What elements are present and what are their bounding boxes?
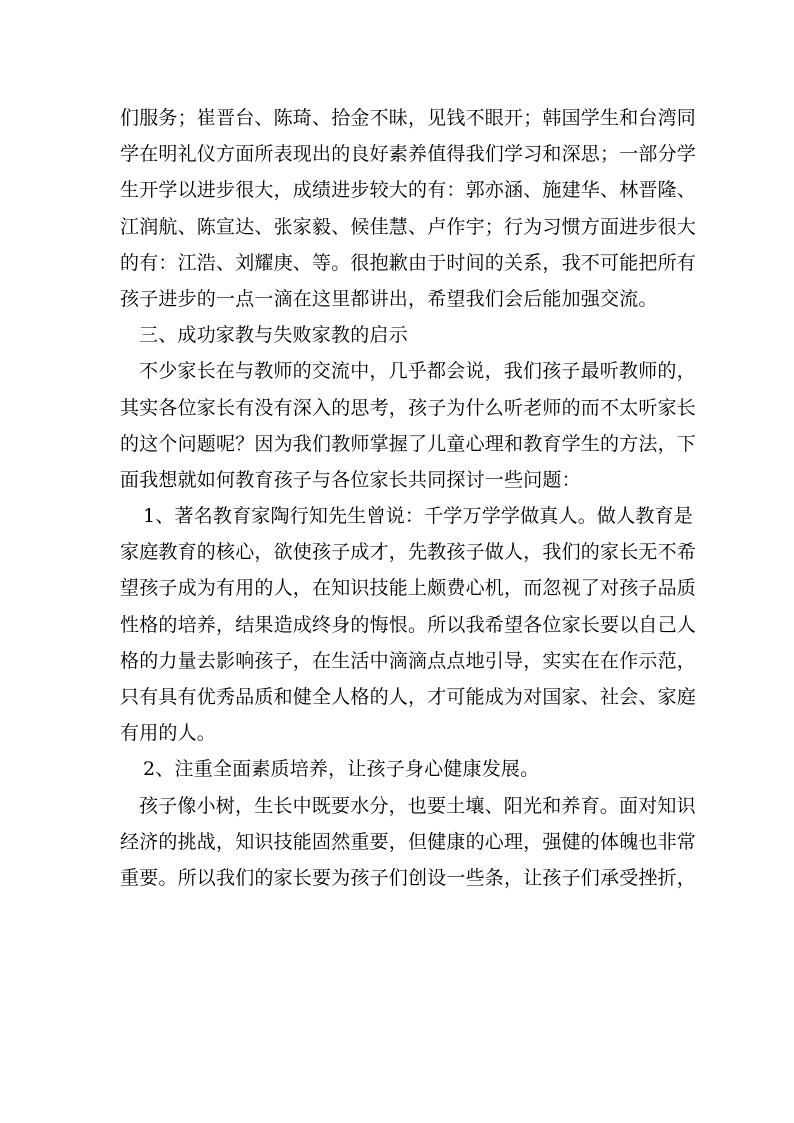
- text-line: 家庭教育的核心，欲使孩子成才，先教孩子做人，我们的家长无不希: [120, 541, 697, 564]
- numbered-point-heading: 1、著名教育家陶行知先生曾说：千学万学学做真人。做人教育是: [143, 505, 693, 528]
- text-line: 经济的挑战，知识技能固然重要，但健康的心理，强健的体魄也非常: [120, 830, 697, 853]
- text-line: 生开学以进步很大，成绩进步较大的有：郭亦涵、施建华、林晋隆、: [120, 179, 697, 202]
- text-line: 其实各位家长有没有深入的思考，孩子为什么听老师的而不太听家长: [120, 396, 697, 419]
- section-heading: 三、成功家教与失败家教的启示: [139, 324, 408, 347]
- text-line: 不少家长在与教师的交流中，几乎都会说，我们孩子最听教师的，: [139, 360, 696, 383]
- text-line: 望孩子成为有用的人，在知识技能上颇费心机，而忽视了对孩子品质: [120, 577, 697, 600]
- numbered-point-heading: 2、注重全面素质培养，让孩子身心健康发展。: [143, 758, 540, 781]
- text-line: 学在明礼仪方面所表现出的良好素养值得我们学习和深思；一部分学: [120, 143, 697, 166]
- text-line: 的有：江浩、刘耀庚、等。很抱歉由于时间的关系，我不可能把所有: [120, 251, 697, 274]
- text-line: 孩子像小树，生长中既要水分，也要土壤、阳光和养育。面对知识: [139, 794, 696, 817]
- text-line: 们服务；崔晋台、陈琦、拾金不昧，见钱不眼开；韩国学生和台湾同: [120, 107, 697, 129]
- text-line: 江润航、陈宣达、张家毅、候佳慧、卢作宇；行为习惯方面进步很大: [120, 215, 697, 238]
- text-line: 面我想就如何教育孩子与各位家长共同探讨一些问题：: [120, 468, 581, 491]
- text-line: 重要。所以我们的家长要为孩子们创设一些条，让孩子们承受挫折，: [120, 866, 697, 889]
- text-line: 的这个问题呢？因为我们教师掌握了儿童心理和教育学生的方法，下: [120, 432, 697, 455]
- text-line: 格的力量去影响孩子，在生活中滴滴点点地引导，实实在在作示范，: [120, 649, 697, 672]
- text-line: 孩子进步的一点一滴在这里都讲出，希望我们会后能加强交流。: [120, 287, 658, 310]
- text-line: 性格的培养，结果造成终身的悔恨。所以我希望各位家长要以自己人: [120, 613, 697, 636]
- text-line: 只有具有优秀品质和健全人格的人，才可能成为对国家、社会、家庭: [120, 686, 697, 708]
- document-body: [120, 100, 697, 896]
- text-line: 有用的人。: [120, 722, 217, 745]
